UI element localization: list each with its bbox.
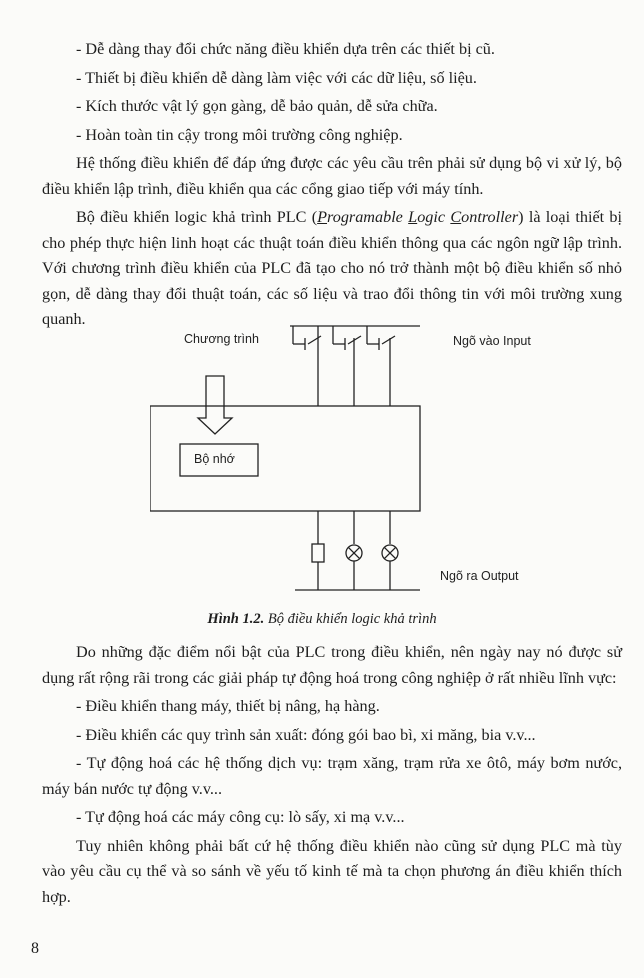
acronym-letter: L — [408, 208, 418, 226]
label-memory: Bộ nhớ — [194, 452, 235, 466]
para-text: ) là loại thiết bị cho phép thực hiện linh hoạt các thuật toán điều khiển thông qua các ngôn ngữ lập trình. Với chương trình điều khiển của PLC đã tạo cho nó trở thành một bộ điều khiển số nhỏ gọn, dễ dàng thay đổi thuật toán, các số liệu và trao đổi thông tin với môi trường xung quanh. — [42, 208, 623, 328]
acronym-word-rest: ogic — [417, 208, 451, 226]
bottom-text-block — [42, 640, 622, 910]
program-arrow — [198, 376, 232, 434]
paragraph: Hệ thống điều khiển để đáp ứng được các yêu cầu trên phải sử dụng bộ vi xử lý, bộ điều khiển lập trình, điều khiển qua các cổng giao tiếp với máy tính. — [42, 154, 622, 198]
acronym-word-rest: rogramable — [327, 208, 409, 226]
paragraph: Do những đặc điểm nổi bật của PLC trong điều khiển, nên ngày nay nó được sử dụng rất rộng rãi trong các giải pháp tự động hoá trong công nghiệp ở rất nhiều lĩnh vực: — [42, 643, 622, 687]
acronym-word-rest: ontroller — [461, 208, 519, 226]
plc-box — [150, 406, 420, 511]
label-input: Ngõ vào Input — [453, 334, 531, 348]
paragraph: Tuy nhiên không phải bất cứ hệ thống điều khiển nào cũng sử dụng PLC mà tùy vào yêu cầu cụ thể và so sánh về yếu tố kinh tế mà ta chọn phương án điều khiển thích hợp. — [42, 836, 622, 906]
bullet-item: - Thiết bị điều khiển dễ dàng làm việc với các dữ liệu, số liệu. — [76, 68, 477, 87]
paragraph-plc-definition — [42, 205, 622, 333]
input-switch-3 — [367, 326, 395, 406]
top-text-block — [42, 37, 622, 333]
relay-coil — [312, 544, 324, 562]
input-switch-2 — [333, 326, 361, 406]
acronym-expansion — [317, 208, 518, 226]
figure-caption — [0, 611, 644, 628]
bullet-item: - Kích thước vật lý gọn gàng, dễ bảo quản, dễ sửa chữa. — [76, 97, 438, 115]
input-switch-1 — [293, 326, 321, 406]
para-text: Bộ điều khiển logic khả trình PLC ( — [76, 208, 318, 226]
bullet-item: - Tự động hoá các hệ thống dịch vụ: trạm xăng, trạm rửa xe ôtô, máy bơm nước, máy bán nước tự động v.v... — [42, 754, 622, 798]
bullet-item: - Điều khiển thang máy, thiết bị nâng, hạ hàng. — [76, 697, 380, 715]
acronym-letter: C — [450, 208, 462, 226]
page-number: 8 — [31, 940, 39, 957]
label-output: Ngõ ra Output — [440, 569, 519, 583]
bullet-item: - Hoàn toàn tin cậy trong môi trường công nghiệp. — [76, 125, 403, 144]
caption-text: Bộ điều khiển logic khả trình — [264, 611, 437, 627]
bullet-item: - Dễ dàng thay đổi chức năng điều khiển dựa trên các thiết bị cũ. — [76, 40, 495, 58]
plc-diagram — [150, 318, 550, 598]
acronym-letter: P — [317, 208, 328, 226]
caption-number: Hình 1.2. — [207, 611, 265, 627]
label-program: Chương trình — [184, 332, 259, 346]
bullet-item: - Tự động hoá các máy công cụ: lò sấy, xi mạ v.v... — [76, 808, 405, 826]
bullet-item: - Điều khiển các quy trình sản xuất: đóng gói bao bì, xi măng, bia v.v... — [76, 725, 536, 744]
